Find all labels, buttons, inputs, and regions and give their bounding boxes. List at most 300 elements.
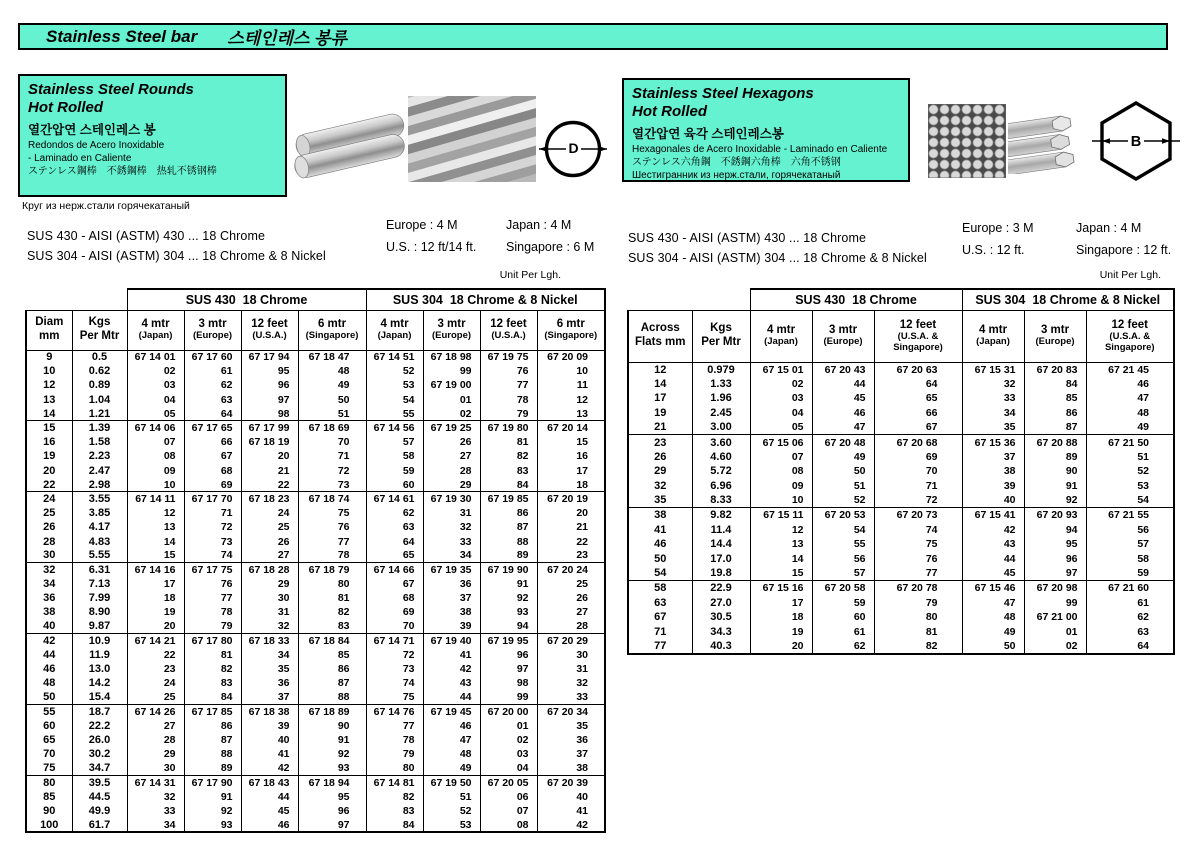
table-row xyxy=(26,478,605,492)
weight-cell: 7.99 xyxy=(72,591,127,605)
length-info-item: Japan : 4 M xyxy=(1076,221,1142,235)
code-cell: 67 17 94 xyxy=(241,350,298,364)
spec-line: SUS 304 - AISI (ASTM) 304 ... 18 Chrome & 8 Nickel xyxy=(628,251,927,265)
column-header: 12 feet (U.S.A.) xyxy=(480,310,537,350)
code-cell: 19 xyxy=(750,625,812,640)
code-cell: 15 xyxy=(750,566,812,581)
code-cell: 32 xyxy=(537,676,605,690)
code-cell: 86 xyxy=(480,506,537,520)
code-cell: 79 xyxy=(480,407,537,421)
code-cell: 67 14 81 xyxy=(366,776,423,790)
code-cell: 50 xyxy=(812,464,874,479)
code-cell: 67 18 28 xyxy=(241,563,298,577)
code-cell: 89 xyxy=(1024,450,1086,465)
code-cell: 67 20 93 xyxy=(1024,508,1086,523)
info-box-line: Hot Rolled xyxy=(28,99,103,117)
size-cell: 38 xyxy=(26,605,72,619)
code-cell: 67 20 00 xyxy=(480,705,537,719)
code-cell: 67 14 56 xyxy=(366,421,423,435)
code-cell: 36 xyxy=(241,676,298,690)
code-cell: 67 15 41 xyxy=(962,508,1024,523)
code-cell: 67 18 98 xyxy=(423,350,480,364)
code-cell: 67 14 16 xyxy=(127,563,184,577)
code-cell: 51 xyxy=(812,479,874,494)
code-cell: 25 xyxy=(241,520,298,534)
code-cell: 72 xyxy=(366,648,423,662)
code-cell: 67 19 80 xyxy=(480,421,537,435)
code-cell: 52 xyxy=(366,364,423,378)
weight-cell: 2.23 xyxy=(72,449,127,463)
code-cell: 83 xyxy=(366,804,423,818)
weight-cell: 0.979 xyxy=(692,362,750,377)
size-cell: 55 xyxy=(26,705,72,719)
table-row xyxy=(26,506,605,520)
table-row xyxy=(628,581,1174,596)
code-cell: 18 xyxy=(127,591,184,605)
code-cell: 98 xyxy=(480,676,537,690)
code-cell: 67 18 33 xyxy=(241,634,298,648)
code-cell: 77 xyxy=(366,719,423,733)
code-cell: 74 xyxy=(184,549,241,563)
code-cell: 82 xyxy=(480,449,537,463)
code-cell: 49 xyxy=(1086,420,1174,435)
code-cell: 55 xyxy=(366,407,423,421)
code-cell: 36 xyxy=(537,733,605,747)
rounds-spec-lines xyxy=(27,226,326,266)
code-cell: 63 xyxy=(1086,625,1174,640)
code-cell: 97 xyxy=(1024,566,1086,581)
code-cell: 31 xyxy=(537,662,605,676)
table-row xyxy=(628,552,1174,567)
info-box-line: Redondos de Acero Inoxidable xyxy=(28,139,165,151)
code-cell: 91 xyxy=(184,790,241,804)
rounds-info-box xyxy=(18,74,287,197)
code-cell: 29 xyxy=(423,478,480,492)
code-cell: 67 14 11 xyxy=(127,492,184,506)
code-cell: 45 xyxy=(962,566,1024,581)
code-cell: 84 xyxy=(184,691,241,705)
code-cell: 20 xyxy=(241,449,298,463)
code-cell: 51 xyxy=(423,790,480,804)
code-cell: 21 xyxy=(537,520,605,534)
code-cell: 27 xyxy=(423,449,480,463)
code-cell: 67 17 65 xyxy=(184,421,241,435)
code-cell: 17 xyxy=(537,464,605,478)
metal-group-header: SUS 430 18 Chrome xyxy=(127,289,366,310)
code-cell: 26 xyxy=(241,534,298,548)
code-cell: 76 xyxy=(480,364,537,378)
code-cell: 82 xyxy=(366,790,423,804)
code-cell: 67 14 66 xyxy=(366,563,423,577)
code-cell: 75 xyxy=(298,506,366,520)
code-cell: 41 xyxy=(241,747,298,761)
code-cell: 23 xyxy=(537,549,605,563)
weight-cell: 2.98 xyxy=(72,478,127,492)
code-cell: 85 xyxy=(1024,391,1086,406)
code-cell: 91 xyxy=(298,733,366,747)
code-cell: 99 xyxy=(480,691,537,705)
weight-cell: 34.7 xyxy=(72,761,127,775)
code-cell: 66 xyxy=(874,406,962,421)
table-row xyxy=(26,747,605,761)
info-box-line: Hexagonales de Acero Inoxidable - Laminado en Caliente xyxy=(632,143,888,155)
code-cell: 49 xyxy=(423,761,480,775)
code-cell: 64 xyxy=(184,407,241,421)
table-row xyxy=(26,534,605,548)
weight-cell: 15.4 xyxy=(72,691,127,705)
code-cell: 69 xyxy=(366,605,423,619)
code-cell: 47 xyxy=(1086,391,1174,406)
column-header: 12 feet (U.S.A. & Singapore) xyxy=(874,310,962,362)
table-row xyxy=(26,378,605,392)
code-cell: 29 xyxy=(127,747,184,761)
code-cell: 57 xyxy=(366,435,423,449)
code-cell: 42 xyxy=(962,523,1024,538)
weight-cell: 19.8 xyxy=(692,566,750,581)
table-row xyxy=(628,596,1174,611)
code-cell: 32 xyxy=(423,520,480,534)
code-cell: 67 20 14 xyxy=(537,421,605,435)
code-cell: 67 14 76 xyxy=(366,705,423,719)
weight-cell: 3.55 xyxy=(72,492,127,506)
size-cell: 32 xyxy=(26,563,72,577)
code-cell: 48 xyxy=(962,610,1024,625)
code-cell: 30 xyxy=(537,648,605,662)
size-cell: 44 xyxy=(26,648,72,662)
code-cell: 03 xyxy=(480,747,537,761)
code-cell: 34 xyxy=(127,818,184,832)
table-row xyxy=(26,393,605,407)
size-cell: 12 xyxy=(26,378,72,392)
code-cell: 09 xyxy=(750,479,812,494)
code-cell: 96 xyxy=(241,378,298,392)
code-cell: 93 xyxy=(480,605,537,619)
code-cell: 64 xyxy=(1086,639,1174,654)
code-cell: 27 xyxy=(241,549,298,563)
code-cell: 30 xyxy=(241,591,298,605)
weight-cell: 11.4 xyxy=(692,523,750,538)
code-cell: 59 xyxy=(1086,566,1174,581)
code-cell: 63 xyxy=(366,520,423,534)
weight-cell: 0.89 xyxy=(72,378,127,392)
weight-cell: 17.0 xyxy=(692,552,750,567)
length-info-item: Singapore : 12 ft. xyxy=(1076,243,1172,257)
code-cell: 97 xyxy=(480,662,537,676)
code-cell: 67 20 09 xyxy=(537,350,605,364)
weight-cell: 9.82 xyxy=(692,508,750,523)
code-cell: 62 xyxy=(812,639,874,654)
weight-cell: 44.5 xyxy=(72,790,127,804)
table-row xyxy=(628,537,1174,552)
code-cell: 58 xyxy=(1086,552,1174,567)
spec-line: SUS 430 - AISI (ASTM) 430 ... 18 Chrome xyxy=(628,231,867,245)
code-cell: 91 xyxy=(1024,479,1086,494)
code-cell: 67 19 95 xyxy=(480,634,537,648)
table-row xyxy=(26,591,605,605)
code-cell: 53 xyxy=(1086,479,1174,494)
size-cell: 85 xyxy=(26,790,72,804)
code-cell: 81 xyxy=(184,648,241,662)
table-row xyxy=(26,705,605,719)
size-cell: 38 xyxy=(628,508,692,523)
table-row xyxy=(26,464,605,478)
code-cell: 42 xyxy=(423,662,480,676)
code-cell: 62 xyxy=(366,506,423,520)
code-cell: 40 xyxy=(962,493,1024,508)
code-cell: 25 xyxy=(537,577,605,591)
code-cell: 03 xyxy=(750,391,812,406)
code-cell: 33 xyxy=(537,691,605,705)
code-cell: 72 xyxy=(298,464,366,478)
code-cell: 67 21 50 xyxy=(1086,435,1174,450)
code-cell: 90 xyxy=(298,719,366,733)
code-cell: 53 xyxy=(423,818,480,832)
table-row xyxy=(628,406,1174,421)
code-cell: 85 xyxy=(298,648,366,662)
code-cell: 92 xyxy=(1024,493,1086,508)
code-cell: 41 xyxy=(423,648,480,662)
code-cell: 04 xyxy=(127,393,184,407)
code-cell: 67 15 31 xyxy=(962,362,1024,377)
code-cell: 67 18 38 xyxy=(241,705,298,719)
weight-cell: 1.04 xyxy=(72,393,127,407)
code-cell: 82 xyxy=(184,662,241,676)
code-cell: 35 xyxy=(537,719,605,733)
code-cell: 22 xyxy=(241,478,298,492)
code-cell: 67 17 75 xyxy=(184,563,241,577)
table-row xyxy=(26,364,605,378)
code-cell: 67 17 70 xyxy=(184,492,241,506)
column-header-row xyxy=(628,310,1174,362)
size-cell: 50 xyxy=(26,691,72,705)
code-cell: 26 xyxy=(423,435,480,449)
code-cell: 11 xyxy=(537,378,605,392)
column-header-row xyxy=(26,310,605,350)
code-cell: 75 xyxy=(366,691,423,705)
weight-cell: 1.33 xyxy=(692,377,750,392)
size-cell: 65 xyxy=(26,733,72,747)
info-box-line: ステンレス六角鋼 不銹鋼六角棒 六角不锈钢 xyxy=(632,156,841,168)
code-cell: 52 xyxy=(812,493,874,508)
info-box-line: Stainless Steel Rounds xyxy=(28,81,194,98)
code-cell: 27 xyxy=(537,605,605,619)
hexagons-unit-note: Unit Per Lgh. xyxy=(1099,269,1161,281)
code-cell: 67 19 75 xyxy=(480,350,537,364)
size-cell: 34 xyxy=(26,577,72,591)
code-cell: 70 xyxy=(366,620,423,634)
code-cell: 32 xyxy=(962,377,1024,392)
code-cell: 38 xyxy=(423,605,480,619)
code-cell: 07 xyxy=(750,450,812,465)
code-cell: 49 xyxy=(962,625,1024,640)
code-cell: 76 xyxy=(184,577,241,591)
code-cell: 35 xyxy=(241,662,298,676)
code-cell: 67 19 50 xyxy=(423,776,480,790)
code-cell: 53 xyxy=(366,378,423,392)
code-cell: 67 18 79 xyxy=(298,563,366,577)
code-cell: 87 xyxy=(1024,420,1086,435)
across-flats-letter: B xyxy=(1130,134,1142,150)
code-cell: 67 17 60 xyxy=(184,350,241,364)
code-cell: 67 17 99 xyxy=(241,421,298,435)
info-box-line: 열간압연 육각 스테인레스봉 xyxy=(632,126,784,141)
code-cell: 01 xyxy=(423,393,480,407)
size-cell: 30 xyxy=(26,549,72,563)
weight-cell: 49.9 xyxy=(72,804,127,818)
table-row xyxy=(26,818,605,832)
code-cell: 52 xyxy=(1086,464,1174,479)
code-cell: 05 xyxy=(750,420,812,435)
table-row xyxy=(628,523,1174,538)
size-cell: 80 xyxy=(26,776,72,790)
code-cell: 46 xyxy=(241,818,298,832)
column-header: 4 mtr (Japan) xyxy=(750,310,812,362)
code-cell: 67 20 24 xyxy=(537,563,605,577)
code-cell: 28 xyxy=(537,620,605,634)
column-header: Kgs Per Mtr xyxy=(692,310,750,362)
code-cell: 33 xyxy=(127,804,184,818)
weight-cell: 30.5 xyxy=(692,610,750,625)
code-cell: 67 18 94 xyxy=(298,776,366,790)
diameter-letter: D xyxy=(568,140,579,156)
code-cell: 38 xyxy=(537,761,605,775)
size-cell: 40 xyxy=(26,620,72,634)
size-cell: 90 xyxy=(26,804,72,818)
code-cell: 15 xyxy=(127,549,184,563)
hex-bundle-photo xyxy=(928,104,1006,178)
code-cell: 92 xyxy=(298,747,366,761)
code-cell: 67 20 98 xyxy=(1024,581,1086,596)
code-cell: 76 xyxy=(298,520,366,534)
code-cell: 67 20 88 xyxy=(1024,435,1086,450)
code-cell: 90 xyxy=(1024,464,1086,479)
code-cell: 45 xyxy=(241,804,298,818)
hexagons-info-box xyxy=(622,78,910,182)
code-cell: 14 xyxy=(750,552,812,567)
code-cell: 48 xyxy=(1086,406,1174,421)
code-cell: 43 xyxy=(962,537,1024,552)
weight-cell: 3.60 xyxy=(692,435,750,450)
code-cell: 88 xyxy=(480,534,537,548)
code-cell: 67 20 48 xyxy=(812,435,874,450)
code-cell: 67 20 19 xyxy=(537,492,605,506)
code-cell: 34 xyxy=(423,549,480,563)
code-cell: 08 xyxy=(127,449,184,463)
weight-cell: 3.00 xyxy=(692,420,750,435)
rounds-russian-caption: Круг из нерж.стали горячекатаный xyxy=(22,200,190,212)
size-cell: 46 xyxy=(26,662,72,676)
code-cell: 70 xyxy=(874,464,962,479)
code-cell: 29 xyxy=(241,577,298,591)
code-cell: 12 xyxy=(750,523,812,538)
size-cell: 67 xyxy=(628,610,692,625)
code-cell: 39 xyxy=(241,719,298,733)
code-cell: 46 xyxy=(812,406,874,421)
code-cell: 77 xyxy=(298,534,366,548)
table-row xyxy=(26,733,605,747)
code-cell: 99 xyxy=(423,364,480,378)
table-row xyxy=(628,493,1174,508)
code-cell: 67 21 00 xyxy=(1024,610,1086,625)
length-info-item: Europe : 4 M xyxy=(386,218,458,232)
code-cell: 67 14 31 xyxy=(127,776,184,790)
weight-cell: 1.21 xyxy=(72,407,127,421)
code-cell: 71 xyxy=(298,449,366,463)
code-cell: 95 xyxy=(1024,537,1086,552)
code-cell: 01 xyxy=(480,719,537,733)
code-cell: 22 xyxy=(537,534,605,548)
code-cell: 43 xyxy=(423,676,480,690)
column-header: Across Flats mm xyxy=(628,310,692,362)
code-cell: 78 xyxy=(480,393,537,407)
code-cell: 78 xyxy=(298,549,366,563)
code-cell: 20 xyxy=(750,639,812,654)
code-cell: 33 xyxy=(962,391,1024,406)
column-header: Diam mm xyxy=(26,310,72,350)
code-cell: 76 xyxy=(874,552,962,567)
code-cell: 44 xyxy=(241,790,298,804)
code-cell: 67 14 21 xyxy=(127,634,184,648)
weight-cell: 4.60 xyxy=(692,450,750,465)
rounds-unit-note: Unit Per Lgh. xyxy=(499,269,561,281)
weight-cell: 30.2 xyxy=(72,747,127,761)
size-cell: 100 xyxy=(26,818,72,832)
code-cell: 09 xyxy=(127,464,184,478)
code-cell: 82 xyxy=(298,605,366,619)
code-cell: 67 19 85 xyxy=(480,492,537,506)
weight-cell: 14.2 xyxy=(72,676,127,690)
code-cell: 67 15 46 xyxy=(962,581,1024,596)
code-cell: 67 18 74 xyxy=(298,492,366,506)
code-cell: 79 xyxy=(874,596,962,611)
table-row xyxy=(26,421,605,435)
code-cell: 54 xyxy=(366,393,423,407)
code-cell: 44 xyxy=(962,552,1024,567)
code-cell: 73 xyxy=(298,478,366,492)
code-cell: 84 xyxy=(480,478,537,492)
code-cell: 56 xyxy=(1086,523,1174,538)
column-header: 12 feet (U.S.A.) xyxy=(241,310,298,350)
code-cell: 64 xyxy=(874,377,962,392)
table-row xyxy=(628,391,1174,406)
code-cell: 67 20 78 xyxy=(874,581,962,596)
code-cell: 83 xyxy=(298,620,366,634)
weight-cell: 10.9 xyxy=(72,634,127,648)
code-cell: 55 xyxy=(812,537,874,552)
code-cell: 42 xyxy=(241,761,298,775)
weight-cell: 1.58 xyxy=(72,435,127,449)
length-info-item: Europe : 3 M xyxy=(962,221,1034,235)
weight-cell: 2.45 xyxy=(692,406,750,421)
size-cell: 36 xyxy=(26,591,72,605)
code-cell: 87 xyxy=(480,520,537,534)
code-cell: 48 xyxy=(298,364,366,378)
code-cell: 73 xyxy=(366,662,423,676)
metal-group-header: SUS 304 18 Chrome & 8 Nickel xyxy=(962,289,1174,310)
code-cell: 97 xyxy=(298,818,366,832)
code-cell: 94 xyxy=(1024,523,1086,538)
weight-cell: 8.90 xyxy=(72,605,127,619)
code-cell: 12 xyxy=(127,506,184,520)
weight-cell: 0.5 xyxy=(72,350,127,364)
table-row xyxy=(628,508,1174,523)
code-cell: 40 xyxy=(537,790,605,804)
code-cell: 17 xyxy=(750,596,812,611)
weight-cell: 3.85 xyxy=(72,506,127,520)
weight-cell: 27.0 xyxy=(692,596,750,611)
code-cell: 59 xyxy=(366,464,423,478)
code-cell: 67 20 58 xyxy=(812,581,874,596)
